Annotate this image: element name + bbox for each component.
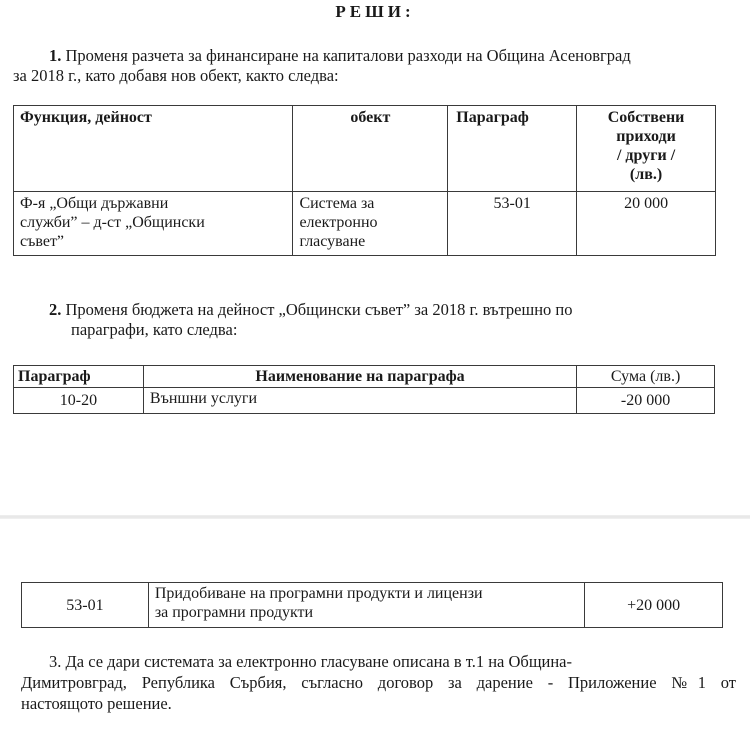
item-1-number: 1. xyxy=(49,46,62,65)
item-2-number: 2. xyxy=(49,300,62,319)
capital-expenditure-table xyxy=(13,105,716,256)
budget-paragraph-table-continued xyxy=(21,582,723,628)
item-1-line-2: за 2018 г., като добавя нов обект, както следва: xyxy=(13,66,339,85)
cell-paragraph-name: Придобиване на програмни продукти и лицензи за програмни продукти xyxy=(148,583,584,628)
header-own-revenue: Собствени приходи / други / (лв.) xyxy=(577,106,716,192)
cell-amount: -20 000 xyxy=(577,388,715,414)
header-paragraph: Параграф xyxy=(14,366,144,388)
header-object: обект xyxy=(293,106,448,192)
header-paragraph: Параграф xyxy=(448,106,577,192)
item-1-line-1 xyxy=(49,46,711,66)
item-3-line-2: Димитровград, Република Сърбия, съгласно договор за дарение - Приложение №1 от xyxy=(21,673,736,692)
item-1-text: Променя разчета за финансиране на капиталови разходи на Община Асеновград xyxy=(65,46,631,65)
item-3-line-1 xyxy=(49,652,736,672)
page-break-separator xyxy=(0,515,750,519)
cell-paragraph: 53-01 xyxy=(22,583,149,628)
table-header-row xyxy=(14,106,716,192)
item-3-text: Да се дари системата за електронно гласуване описана в т.1 на Община- xyxy=(65,652,573,671)
cell-amount: 20 000 xyxy=(577,192,716,256)
budget-paragraph-table xyxy=(13,365,715,414)
cell-object: Система за електронно гласуване xyxy=(293,192,448,256)
item-2-line-2: параграфи, като следва: xyxy=(71,320,238,339)
header-amount: Сума (лв.) xyxy=(577,366,715,388)
header-function: Функция, дейност xyxy=(14,106,293,192)
cell-amount: +20 000 xyxy=(585,583,723,628)
item-2-text: Променя бюджета на дейност „Общински съвет” за 2018 г. вътрешно по xyxy=(65,300,573,319)
table-row xyxy=(22,583,723,628)
cell-paragraph: 10-20 xyxy=(14,388,144,414)
cell-paragraph: 53-01 xyxy=(448,192,577,256)
page-title: РЕШИ: xyxy=(335,2,415,21)
cell-paragraph-name: Външни услуги xyxy=(143,388,576,414)
header-paragraph-name: Наименование на параграфа xyxy=(143,366,576,388)
item-3-line-3: настоящото решение. xyxy=(21,694,172,713)
table-row xyxy=(14,192,716,256)
cell-function: Ф-я „Общи държавни служби” – д-ст „Общински съвет” xyxy=(14,192,293,256)
table-row xyxy=(14,388,715,414)
item-2-line-1 xyxy=(49,300,703,320)
item-3-number: 3. xyxy=(49,652,62,671)
table-header-row xyxy=(14,366,715,388)
